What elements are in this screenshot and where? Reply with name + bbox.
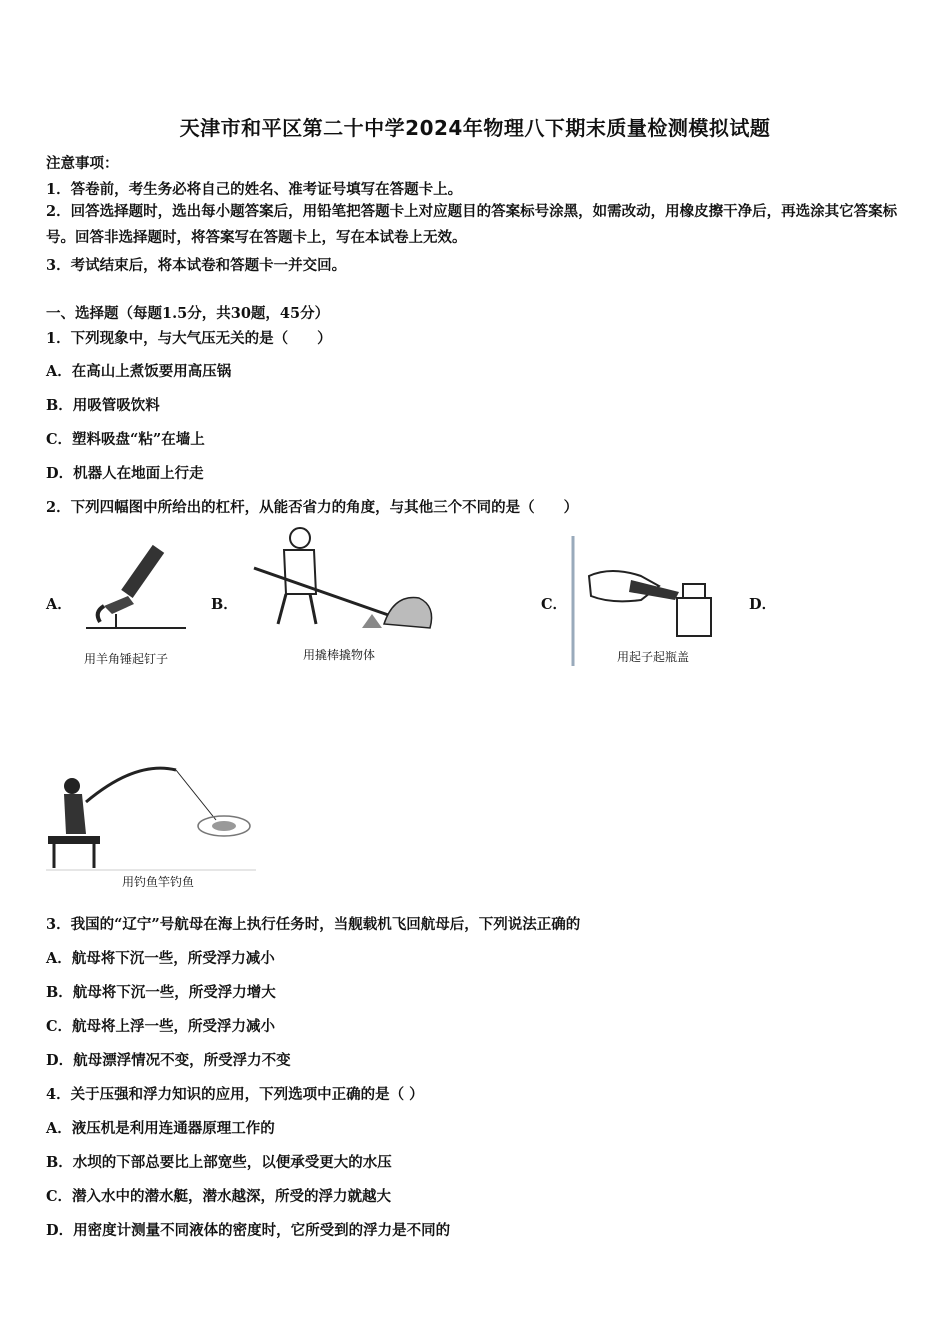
notice-heading: 注意事项： — [46, 155, 119, 172]
q3-option-d: D．航母漂浮情况不变，所受浮力不变 — [46, 1052, 291, 1069]
q4-option-a: A．液压机是利用连通器原理工作的 — [46, 1120, 275, 1137]
figure-bottle-opener — [571, 536, 721, 666]
q2-label-c: C． — [541, 596, 568, 613]
q4-stem: 4．关于压强和浮力知识的应用，下列选项中正确的是（ ） — [46, 1086, 424, 1103]
q4-option-b: B．水坝的下部总要比上部宽些，以便承受更大的水压 — [46, 1154, 392, 1171]
page-title: 天津市和平区第二十中学2024年物理八下期末质量检测模拟试题 — [179, 116, 771, 140]
figure-fishing-rod — [46, 764, 256, 872]
q4-option-d: D．用密度计测量不同液体的密度时，它所受到的浮力是不同的 — [46, 1222, 451, 1239]
section-heading: 一、选择题（每题1.5分，共30题，45分） — [46, 305, 330, 322]
q1-option-b: B．用吸管吸饮料 — [46, 397, 160, 414]
q3-stem: 3．我国的“辽宁”号航母在海上执行任务时，当舰载机飞回航母后，下列说法正确的 — [46, 916, 581, 933]
q2-caption-b: 用撬棒撬物体 — [303, 648, 376, 662]
notice-item-3: 3．考试结束后，将本试卷和答题卡一并交回。 — [46, 257, 347, 274]
q1-stem: 1．下列现象中，与大气压无关的是（ ） — [46, 330, 332, 347]
q2-label-b: B． — [211, 596, 238, 613]
q3-option-b: B．航母将下沉一些，所受浮力增大 — [46, 984, 276, 1001]
q2-label-a: A． — [46, 596, 72, 613]
notice-item-1: 1．答卷前，考生务必将自己的姓名、准考证号填写在答题卡上。 — [46, 181, 463, 198]
q2-caption-d: 用钓鱼竿钓鱼 — [122, 875, 195, 889]
figure-hammer — [76, 534, 196, 634]
q4-option-c: C．潜入水中的潜水艇，潜水越深，所受的浮力就越大 — [46, 1188, 392, 1205]
q2-label-d: D． — [749, 596, 777, 613]
figure-crowbar — [244, 524, 440, 638]
q1-option-d: D．机器人在地面上行走 — [46, 465, 204, 482]
q3-option-a: A．航母将下沉一些，所受浮力减小 — [46, 950, 275, 967]
q1-option-c: C．塑料吸盘“粘”在墙上 — [46, 431, 205, 448]
q3-option-c: C．航母将上浮一些，所受浮力减小 — [46, 1018, 276, 1035]
q2-caption-c: 用起子起瓶盖 — [617, 650, 690, 664]
q2-stem: 2．下列四幅图中所给出的杠杆，从能否省力的角度，与其他三个不同的是（ ） — [46, 499, 579, 516]
q1-option-a: A．在高山上煮饭要用高压锅 — [46, 363, 232, 380]
q2-caption-a: 用羊角锤起钉子 — [84, 652, 169, 666]
notice-item-2: 2．回答选择题时，选出每小题答案后，用铅笔把答题卡上对应题目的答案标号涂黑，如需改动，用橡皮擦干净后，再选涂其它答案标号。回答非选择题时，将答案写在答题卡上，写在本试卷上无效。 — [46, 203, 898, 246]
